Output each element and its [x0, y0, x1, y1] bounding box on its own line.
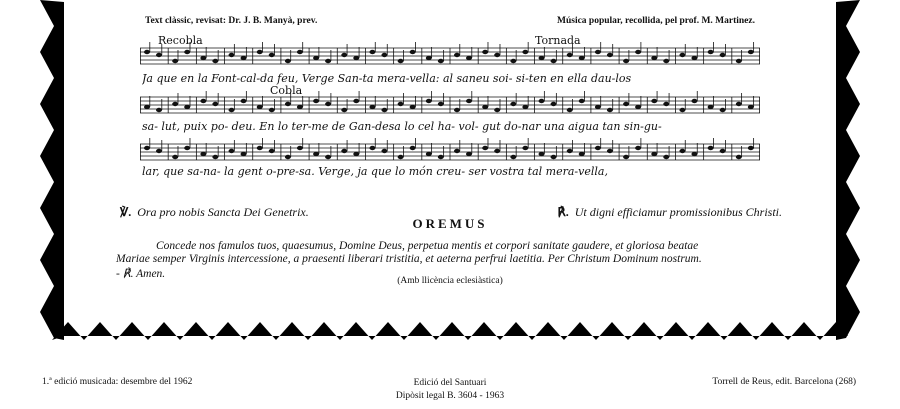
prayer-text — [116, 240, 786, 266]
prayer-line-1: Concede nos famulos tuos, quaesumus, Domine Deus, perpetua mentis et corpori sanitate gaudere, et gloriosa beatae — [156, 240, 699, 252]
music-staff-1 — [140, 42, 760, 72]
section-mark-cobla: Cobla — [270, 84, 303, 97]
response-text: Ut digni efficiamur promissionibus Christi. — [574, 205, 782, 219]
lyric-line-1: Ja que en la Font-cal-da feu, Verge San-ta mera-vella: al saneu soi- si-ten en ella dau-los — [142, 72, 632, 85]
license-note: (Amb llicència eclesiàstica) — [397, 276, 503, 286]
oremus-heading: OREMUS — [412, 216, 488, 231]
footer-publisher-line1: Edició del Santuari — [413, 378, 487, 388]
footer-printer: Torrell de Reus, edit. Barcelona (268) — [712, 377, 856, 387]
prayer-line-2: Mariae semper Virginis intercessione, a praesenti liberari tristitia, et aeterna perfrui laetitia. Per Christum Dominum nostrum. — [116, 253, 702, 265]
amen-line: - ℟. Amen. — [116, 268, 166, 280]
lyric-line-2: sa- lut, puix po- deu. En lo ter-me de Gan-desa lo cel ha- vol- gut do-nar una aigua tan sin-gu- — [142, 120, 662, 133]
footer-edition: 1.ª edició musicada: desembre del 1962 — [42, 377, 193, 387]
versicle-text: Ora pro nobis Sancta Dei Genetrix. — [137, 205, 309, 219]
section-mark-tornada: Tornada — [535, 34, 581, 47]
lyric-line-3: lar, que sa-na- la gent o-pre-sa. Verge, ja que lo món creu- ser vostra tal mera-vella, — [142, 165, 608, 178]
footer-publisher-line2: Dipòsit legal B. 3604 - 1963 — [395, 391, 505, 401]
section-mark-recobla: Recobla — [158, 34, 203, 47]
music-staff-2 — [140, 91, 760, 121]
response-symbol: ℟. — [557, 205, 569, 219]
music-staff-3 — [140, 138, 760, 168]
music-credit: Música popular, recollida, pel prof. M. Martinez. — [557, 16, 755, 26]
versicle-symbol: ℣. — [120, 205, 132, 219]
text-credit: Text clàssic, revisat: Dr. J. B. Manyà, prev. — [145, 16, 318, 26]
